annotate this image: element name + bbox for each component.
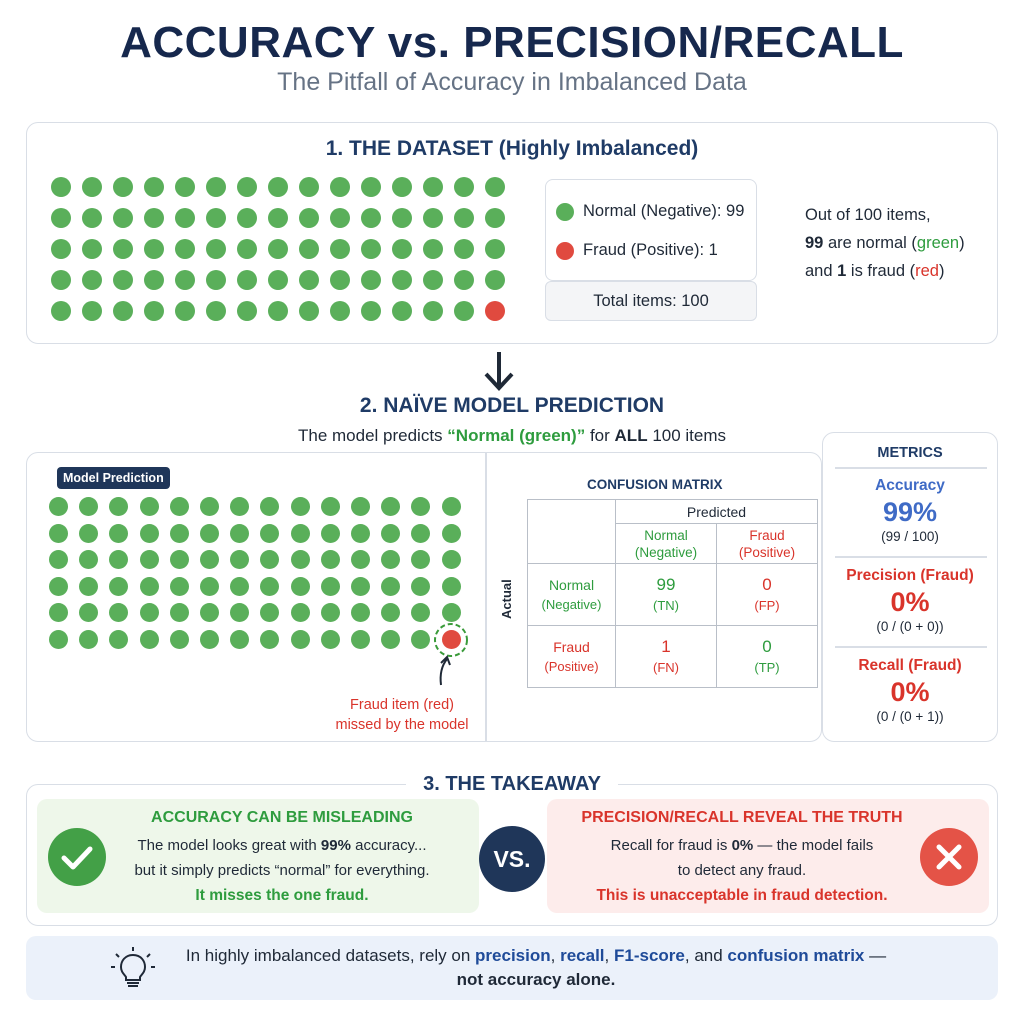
normal-dot (291, 524, 310, 543)
normal-dot (51, 301, 71, 321)
normal-dot (79, 550, 98, 569)
metric-precision (823, 567, 997, 634)
normal-dot (442, 550, 461, 569)
normal-dot (113, 239, 133, 259)
normal-dot (411, 524, 430, 543)
normal-dot (454, 177, 474, 197)
fraud-dot (485, 301, 505, 321)
normal-dot (82, 239, 102, 259)
normal-dot (170, 577, 189, 596)
prediction-title: 2. NAÏVE MODEL PREDICTION (359, 394, 665, 417)
x-icon (919, 827, 979, 887)
sub-post: 100 items (652, 426, 727, 445)
normal-dot (170, 630, 189, 649)
precision-label: Precision (Fraud) (846, 567, 974, 584)
green-dot-icon (556, 203, 574, 221)
normal-dot (82, 177, 102, 197)
normal-dot (109, 577, 128, 596)
left-line1-post: accuracy... (355, 837, 427, 854)
normal-dot (144, 239, 164, 259)
normal-dot (423, 239, 443, 259)
normal-dot (200, 524, 219, 543)
normal-dot (361, 239, 381, 259)
normal-dot (268, 239, 288, 259)
normal-dot (49, 497, 68, 516)
tip-and: and (694, 946, 723, 965)
normal-dot (411, 550, 430, 569)
normal-dot (237, 270, 257, 290)
normal-dot (79, 630, 98, 649)
dataset-title: 1. THE DATASET (Highly Imbalanced) (325, 137, 699, 160)
normal-dot (144, 177, 164, 197)
normal-dot (361, 301, 381, 321)
normal-dot (200, 577, 219, 596)
normal-dot (230, 630, 249, 649)
prediction-section (26, 452, 822, 742)
normal-dot (423, 177, 443, 197)
normal-dot (140, 497, 159, 516)
cm-col-fraud-label: Fraud (749, 527, 785, 543)
normal-dot (260, 497, 279, 516)
normal-dot (454, 239, 474, 259)
page-title: ACCURACY vs. PRECISION/RECALL (120, 18, 904, 67)
normal-dot (113, 208, 133, 228)
normal-dot (175, 301, 195, 321)
cm-row-fraud (528, 626, 616, 688)
normal-dot (291, 603, 310, 622)
down-arrow-icon (482, 350, 516, 392)
cm-cell-tp (717, 626, 818, 688)
metrics-divider (835, 646, 987, 648)
normal-dot (268, 177, 288, 197)
note-and: and (805, 262, 833, 280)
normal-dot (79, 603, 98, 622)
cm-tp-value: 0 (762, 636, 772, 656)
normal-dot (82, 270, 102, 290)
cm-row-normal-sub: (Negative) (541, 596, 602, 612)
normal-dot (321, 550, 340, 569)
normal-dot (230, 550, 249, 569)
normal-dot (299, 239, 319, 259)
miss-line-1: Fraud item (red) (350, 697, 454, 713)
miss-marker (425, 621, 469, 691)
cm-col-fraud (717, 524, 818, 564)
cm-predicted-header: Predicted (616, 500, 818, 524)
normal-dot (361, 208, 381, 228)
normal-dot (381, 497, 400, 516)
cm-tp-label: (TP) (754, 659, 780, 675)
normal-dot (423, 208, 443, 228)
normal-dot (140, 630, 159, 649)
accuracy-value: 99% (882, 497, 938, 527)
normal-dot (206, 270, 226, 290)
tip-pre: In highly imbalanced datasets, rely on (185, 946, 471, 965)
total-items: Total items: 100 (545, 281, 757, 321)
normal-dot (230, 603, 249, 622)
normal-dot (330, 270, 350, 290)
normal-dot (361, 177, 381, 197)
normal-dot (144, 270, 164, 290)
normal-dot (351, 577, 370, 596)
sub-quote: “Normal (green)” (447, 426, 586, 445)
normal-dot (260, 550, 279, 569)
right-line1-bold: 0% (731, 837, 754, 854)
normal-dot (260, 577, 279, 596)
normal-dot (351, 497, 370, 516)
normal-dot (206, 208, 226, 228)
note-are-normal: are normal ( (827, 234, 917, 252)
cm-tn-value: 99 (656, 574, 676, 594)
dashed-circle-icon (435, 624, 467, 656)
normal-dot (260, 630, 279, 649)
normal-dot (392, 177, 412, 197)
normal-dot (392, 270, 412, 290)
cm-col-normal-sub: (Negative) (634, 544, 698, 560)
normal-dot (79, 577, 98, 596)
recall-formula: (0 / (0 + 1)) (876, 709, 944, 724)
precision-recall-panel (547, 799, 989, 913)
right-line-2: to detect any fraud. (677, 862, 807, 879)
normal-dot (411, 603, 430, 622)
confusion-matrix (527, 499, 818, 688)
normal-dot (485, 177, 505, 197)
normal-dot (49, 603, 68, 622)
normal-dot (321, 577, 340, 596)
normal-dot (291, 550, 310, 569)
normal-dot (299, 208, 319, 228)
section-divider (485, 453, 487, 741)
normal-dot (268, 208, 288, 228)
normal-dot (260, 524, 279, 543)
normal-dot (411, 577, 430, 596)
accuracy-label: Accuracy (875, 477, 945, 494)
normal-dot (392, 301, 412, 321)
normal-dot (230, 577, 249, 596)
normal-dot (49, 577, 68, 596)
normal-dot (454, 208, 474, 228)
legend-normal: Normal (Negative): 99 (583, 202, 745, 220)
note-n99: 99 (805, 234, 824, 252)
normal-dot (442, 524, 461, 543)
normal-dot (51, 208, 71, 228)
normal-dot (321, 603, 340, 622)
dataset-section (26, 122, 998, 344)
confusion-matrix-title: CONFUSION MATRIX (587, 477, 723, 492)
red-dot-icon (556, 242, 574, 260)
cm-col-normal-label: Normal (644, 527, 688, 543)
actual-axis-label: Actual (499, 579, 514, 619)
normal-dot (170, 603, 189, 622)
metrics-divider (835, 556, 987, 558)
normal-dot (299, 270, 319, 290)
normal-dot (140, 550, 159, 569)
right-heading: PRECISION/RECALL REVEAL THE TRUTH (581, 809, 903, 826)
normal-dot (140, 603, 159, 622)
normal-dot (321, 524, 340, 543)
normal-dot (206, 301, 226, 321)
cm-fn-value: 1 (661, 636, 671, 656)
normal-dot (230, 497, 249, 516)
normal-dot (109, 603, 128, 622)
model-prediction-badge: Model Prediction (57, 467, 170, 489)
recall-label: Recall (Fraud) (858, 657, 962, 674)
normal-dot (144, 208, 164, 228)
right-strong: This is unacceptable in fraud detection. (596, 887, 888, 904)
precision-formula: (0 / (0 + 0)) (876, 619, 944, 634)
normal-dot (268, 270, 288, 290)
normal-dot (381, 577, 400, 596)
normal-dot (237, 208, 257, 228)
tip-precision: precision (475, 946, 551, 965)
normal-dot (200, 550, 219, 569)
normal-dot (49, 524, 68, 543)
normal-dot (392, 239, 412, 259)
cm-corner (528, 500, 616, 564)
note-green: green (916, 234, 960, 252)
normal-dot (411, 497, 430, 516)
normal-dot (454, 301, 474, 321)
normal-dot (113, 301, 133, 321)
cm-fn-label: (FN) (653, 659, 679, 675)
normal-dot (351, 524, 370, 543)
normal-dot (170, 497, 189, 516)
metrics-title: METRICS (877, 445, 943, 461)
normal-dot (268, 301, 288, 321)
tip-banner (26, 936, 998, 1000)
normal-dot (82, 301, 102, 321)
right-line-1 (557, 833, 927, 858)
note-n1: 1 (837, 262, 847, 280)
normal-dot (330, 208, 350, 228)
normal-dot (51, 239, 71, 259)
note-close-2: ) (938, 262, 945, 280)
normal-dot (79, 497, 98, 516)
metric-accuracy (823, 477, 997, 544)
normal-dot (79, 524, 98, 543)
cm-row-normal-label: Normal (548, 576, 595, 593)
metrics-divider (835, 467, 987, 469)
tip-f1: F1-score (613, 946, 685, 965)
cm-cell-fp (717, 564, 818, 626)
note-line-1: Out of 100 items, (805, 206, 931, 224)
normal-dot (423, 301, 443, 321)
normal-dot (237, 177, 257, 197)
recall-value: 0% (890, 677, 930, 707)
normal-dot (291, 577, 310, 596)
cm-row-fraud-label: Fraud (553, 638, 590, 655)
normal-dot (442, 577, 461, 596)
normal-dot (49, 550, 68, 569)
cm-col-fraud-sub: (Positive) (738, 544, 796, 560)
sub-all: ALL (614, 426, 648, 445)
cm-fp-label: (FP) (754, 597, 780, 613)
lightbulb-icon (110, 946, 156, 992)
normal-dot (260, 603, 279, 622)
normal-dot (237, 239, 257, 259)
legend-fraud: Fraud (Positive): 1 (583, 241, 718, 259)
tip-last: not accuracy alone. (456, 970, 616, 989)
normal-dot (200, 497, 219, 516)
normal-dot (113, 270, 133, 290)
cm-cell-tn (616, 564, 717, 626)
dataset-legend (545, 179, 757, 281)
left-line1-bold: 99% (320, 837, 351, 854)
normal-dot (321, 630, 340, 649)
cm-cell-fn (616, 626, 717, 688)
normal-dot (51, 270, 71, 290)
normal-dot (381, 550, 400, 569)
normal-dot (109, 524, 128, 543)
normal-dot (381, 524, 400, 543)
right-line1-post: — the model fails (757, 837, 874, 854)
normal-dot (200, 603, 219, 622)
normal-dot (381, 630, 400, 649)
normal-dot (175, 270, 195, 290)
normal-dot (330, 177, 350, 197)
tip-dash: — (869, 946, 887, 965)
normal-dot (321, 497, 340, 516)
tip-recall: recall (560, 946, 605, 965)
normal-dot (454, 270, 474, 290)
sub-for: for (589, 426, 610, 445)
left-strong: It misses the one fraud. (195, 887, 369, 904)
normal-dot (237, 301, 257, 321)
tip-confusion-matrix: confusion matrix (727, 946, 865, 965)
normal-dot (299, 177, 319, 197)
cm-row-fraud-sub: (Positive) (544, 658, 599, 674)
cm-fp-value: 0 (762, 574, 772, 594)
normal-dot (51, 177, 71, 197)
normal-dot (49, 630, 68, 649)
normal-dot (381, 603, 400, 622)
takeaway-section (26, 784, 998, 926)
normal-dot (351, 550, 370, 569)
note-red: red (915, 262, 939, 280)
normal-dot (200, 630, 219, 649)
note-close-1: ) (959, 234, 965, 252)
normal-dot (291, 497, 310, 516)
accuracy-misleading-panel (37, 799, 479, 913)
normal-dot (109, 630, 128, 649)
normal-dot (485, 208, 505, 228)
normal-dot (206, 177, 226, 197)
normal-dot (392, 208, 412, 228)
left-line-2: but it simply predicts “normal” for everything. (134, 862, 430, 879)
right-line1-pre: Recall for fraud is (610, 837, 728, 854)
normal-dot (442, 497, 461, 516)
left-line1-pre: The model looks great with (137, 837, 317, 854)
normal-dot (330, 301, 350, 321)
dataset-note (805, 201, 995, 285)
normal-dot (170, 524, 189, 543)
normal-dot (144, 301, 164, 321)
note-is-fraud: is fraud ( (850, 262, 916, 280)
left-heading: ACCURACY CAN BE MISLEADING (151, 809, 413, 826)
normal-dot (291, 630, 310, 649)
cm-row-normal (528, 564, 616, 626)
tip-text: In highly imbalanced datasets, rely on precision, recall, F1-score, and confusion matrix — not accuracy alone. (185, 946, 887, 989)
normal-dot (113, 177, 133, 197)
normal-dot (109, 497, 128, 516)
cm-col-normal (616, 524, 717, 564)
normal-dot (361, 270, 381, 290)
normal-dot (140, 524, 159, 543)
precision-value: 0% (890, 587, 930, 617)
cm-tn-label: (TN) (653, 597, 679, 613)
missed-fraud-label (317, 695, 487, 735)
normal-dot (82, 208, 102, 228)
vs-badge: VS. (479, 826, 545, 892)
normal-dot (206, 239, 226, 259)
sub-pre: The model predicts (297, 426, 443, 445)
takeaway-title: 3. THE TAKEAWAY (423, 773, 601, 795)
note-line-3 (805, 257, 995, 285)
normal-dot (351, 603, 370, 622)
accuracy-formula: (99 / 100) (881, 529, 939, 544)
normal-dot (351, 630, 370, 649)
normal-dot (485, 270, 505, 290)
normal-dot (109, 550, 128, 569)
normal-dot (442, 603, 461, 622)
normal-dot (299, 301, 319, 321)
normal-dot (170, 550, 189, 569)
normal-dot (230, 524, 249, 543)
normal-dot (330, 239, 350, 259)
normal-dot (140, 577, 159, 596)
normal-dot (485, 239, 505, 259)
metrics-panel (822, 432, 998, 742)
normal-dot (175, 239, 195, 259)
normal-dot (175, 208, 195, 228)
note-line-2 (805, 229, 995, 257)
normal-dot (175, 177, 195, 197)
page-subtitle: The Pitfall of Accuracy in Imbalanced Data (277, 68, 747, 96)
metric-recall (823, 657, 997, 724)
normal-dot (423, 270, 443, 290)
left-line-1 (97, 833, 467, 858)
miss-line-2: missed by the model (335, 717, 469, 733)
